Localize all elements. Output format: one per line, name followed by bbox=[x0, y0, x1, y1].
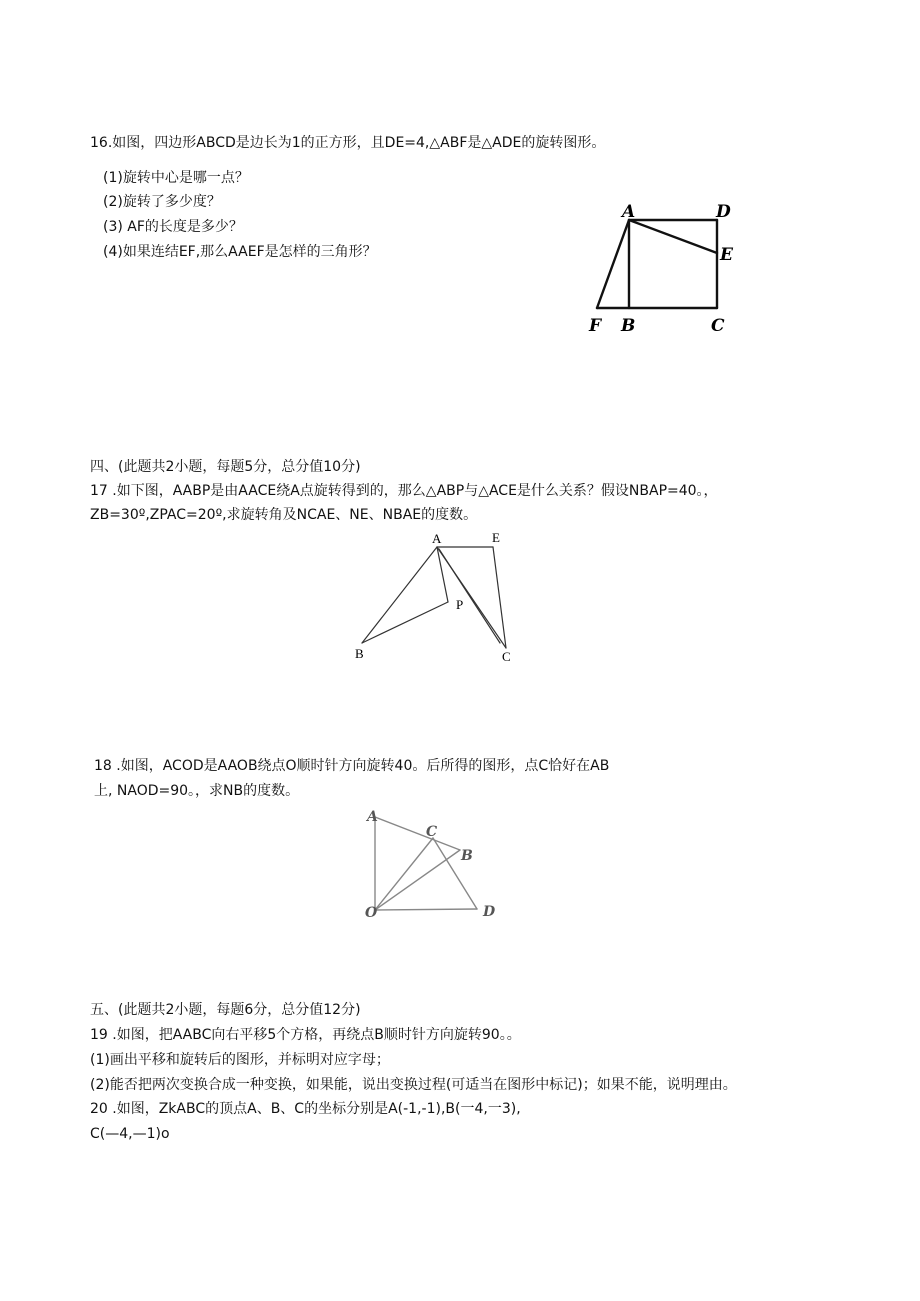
q16-seg-ae bbox=[629, 220, 717, 253]
q16-label-d: D bbox=[716, 202, 731, 222]
q17-seg-bp bbox=[362, 602, 448, 643]
q18-line-1: 18 .如图，ACOD是AAOB绕点O顺时针方向旋转40。后所得的图形，点C恰好在AB bbox=[94, 758, 610, 774]
q19-sub-1: (1)画出平移和旋转后的图形，并标明对应字母； bbox=[90, 1052, 390, 1068]
q18-label-b: B bbox=[461, 848, 473, 864]
q16-label-a: A bbox=[622, 202, 636, 222]
q16-figure bbox=[580, 195, 750, 340]
q16-label-c: C bbox=[711, 316, 725, 336]
section4-title: 四、(此题共2小题，每题5分，总分值10分) bbox=[90, 459, 361, 475]
q16-sub-3: (3) AF的长度是多少？ bbox=[103, 219, 243, 235]
q17-label-a: A bbox=[432, 531, 442, 546]
q16-stem: 16.如图，四边形ABCD是边长为1的正方形，且DE=4,△ABF是△ADE的旋转图形。 bbox=[90, 135, 606, 151]
section5-title: 五、(此题共2小题，每题6分，总分值12分) bbox=[90, 1002, 361, 1018]
q16-sub-1: (1)旋转中心是哪一点？ bbox=[103, 170, 249, 186]
q16-seg-af bbox=[597, 220, 629, 308]
q18-seg-ab bbox=[375, 817, 460, 850]
q16-sub-2: (2)旋转了多少度？ bbox=[103, 194, 221, 210]
q16-label-e: E bbox=[720, 245, 733, 265]
q18-seg-ob bbox=[375, 850, 460, 910]
q20-line-2: C(—4,—1)o bbox=[90, 1126, 170, 1142]
q17-seg-ab bbox=[362, 547, 437, 643]
q17-line-2: ZB=30º,ZPAC=20º,求旋转角及NCAE、NE、NBAE的度数。 bbox=[90, 507, 478, 523]
q17-label-c: C bbox=[502, 649, 511, 664]
q18-seg-od bbox=[375, 909, 477, 910]
q17-seg-ac2 bbox=[439, 549, 500, 643]
q17-label-e: E bbox=[492, 530, 500, 545]
q17-label-b: B bbox=[355, 646, 364, 661]
q18-label-a: A bbox=[367, 809, 378, 825]
q18-line-2: 上, NAOD=90。，求NB的度数。 bbox=[94, 783, 300, 799]
q18-seg-oc bbox=[375, 838, 433, 910]
q17-label-p: P bbox=[456, 597, 464, 612]
q16-sub-4: (4)如果连结EF,那么AAEF是怎样的三角形？ bbox=[103, 244, 377, 260]
q18-label-d: D bbox=[483, 904, 496, 920]
q18-figure bbox=[355, 805, 515, 930]
q17-line-1: 17 .如下图，AABP是由AACE绕A点旋转得到的，那么△ABP与△ACE是什么关系？假设NBAP=40。， bbox=[90, 483, 718, 499]
q18-label-o: O bbox=[365, 905, 378, 921]
q19-sub-2: (2)能否把两次变换合成一种变换，如果能，说出变换过程(可适当在图形中标记)；如果不能，说明理由。 bbox=[90, 1077, 737, 1093]
q17-figure bbox=[340, 525, 530, 670]
q19-line-1: 19 .如图，把AABC向右平移5个方格，再绕点B顺时针方向旋转90。。 bbox=[90, 1027, 521, 1043]
q16-label-f: F bbox=[589, 316, 602, 336]
q20-line-1: 20 .如图，ZkABC的顶点A、B、C的坐标分别是A(-1,-1),B(一4,一3), bbox=[90, 1101, 521, 1117]
q18-label-c: C bbox=[426, 824, 438, 840]
q16-label-b: B bbox=[621, 316, 636, 336]
